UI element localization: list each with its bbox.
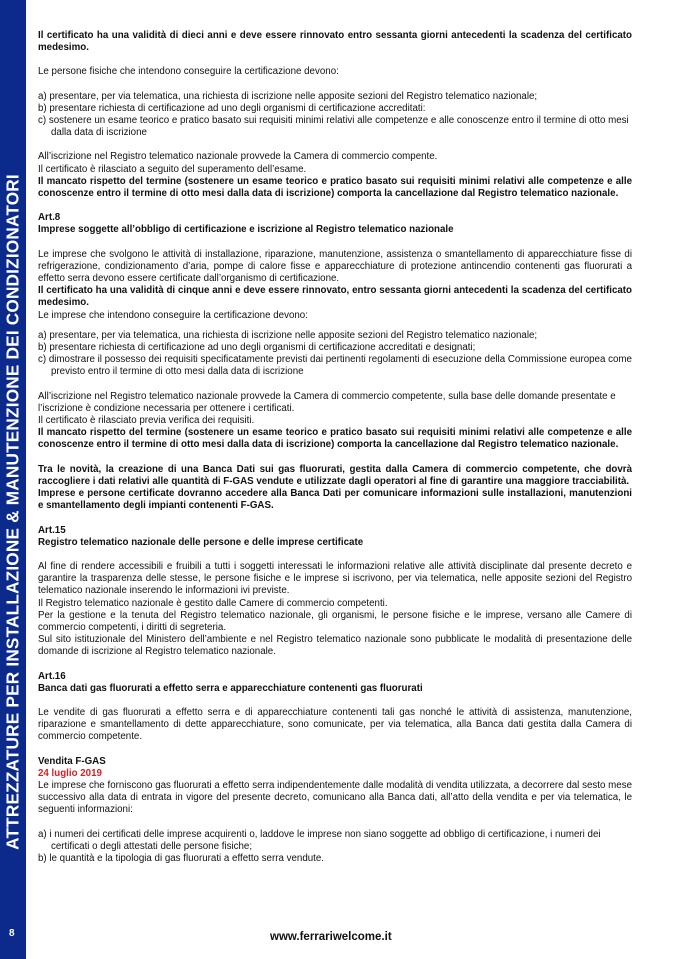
validity-paragraph: Il certificato ha una validità di dieci anni e deve essere rinnovato entro sessanta giorni antecedenti la scadenza del certificato medesimo. — [38, 30, 632, 54]
article-label: Art.16 — [38, 670, 66, 682]
section-title: Vendita F-GAS — [38, 755, 106, 767]
text-paragraph: Il certificato è rilasciato previa verifica dei requisiti. — [38, 415, 255, 427]
list-item: b) presentare richiesta di certificazione ad uno degli organismi di certificazione accreditati: — [38, 102, 426, 114]
text-paragraph: Le vendite di gas fluorurati a effetto serra e di apparecchiature contenenti tali gas nonché le attività di assistenza, manutenzione, riparazione e smantellamento di dette apparecchiature, sono comunicate, per via telematica, alla Banca dati gestita dalla Camera di commercio competente. — [38, 706, 632, 743]
warning-paragraph: Il mancato rispetto del termine (sostenere un esame teorico e pratico basato sui requisiti minimi relativi alle competenze e alle conoscenze entro il termine di otto mesi dalla data di iscrizione) comporta la cancellazione dal Registro telematico nazionale. — [38, 175, 632, 200]
article-label: Art.15 — [38, 524, 66, 536]
intro-paragraph: Le persone fisiche che intendono conseguire la certificazione devono: — [38, 66, 339, 78]
footer-url: www.ferrariwelcome.it — [270, 931, 392, 943]
article-title: Registro telematico nazionale delle persone e delle imprese certificate — [38, 536, 364, 548]
validity-paragraph: Il certificato ha una validità di cinque anni e deve essere rinnovato, entro sessanta giorni antecedenti la scadenza del certificato medesimo. — [38, 285, 632, 309]
text-paragraph: Sul sito istituzionale del Ministero dell’ambiente e nel Registro telematico nazionale sono pubblicate le modalità di presentazione delle domande di iscrizione al Registro telematico nazionale. — [38, 634, 632, 658]
sidebar-title: ATTREZZATURE PER INSTALLAZIONE & MANUTENZIONE DEI CONDIZIONATORI — [2, 174, 23, 850]
text-paragraph: All’iscrizione nel Registro telematico nazionale provvede la Camera di commercio competente, sulla base delle domande presentate e l’iscrizione è condizione necessaria per ottenere i certificati. — [38, 390, 616, 414]
article-title: Imprese soggette all’obbligo di certificazione e iscrizione al Registro telematico nazionale — [38, 224, 454, 236]
text-paragraph: Le imprese che svolgono le attività di installazione, riparazione, manutenzione, assistenza o smantellamento di apparecchiature fisse di refrigerazione, condizionamento d’aria, pompe di calore fisse e apparecchiature di protezione antincendio contenenti gas fluorurati a effetto serra devono essere certificate dall’organismo di certificazione. — [38, 248, 632, 285]
document-body — [38, 30, 632, 865]
article-label: Art.8 — [38, 212, 61, 224]
text-paragraph: Il Registro telematico nazionale è gestito dalle Camere di commercio competenti. — [38, 597, 388, 609]
vertical-sidebar — [0, 0, 26, 959]
news-paragraph: Imprese e persone certificate dovranno accedere alla Banca Dati per comunicare informazioni sulle installazioni, manutenzioni e smantellamento degli impianti contenenti F-GAS. — [38, 488, 632, 512]
list-item: a) presentare, per via telematica, una richiesta di iscrizione nelle apposite sezioni del Registro telematico nazionale; — [38, 90, 538, 102]
list-item: b) le quantità e la tipologia di gas fluorurati a effetto serra vendute. — [38, 852, 325, 864]
list-item: b) presentare richiesta di certificazione ad uno degli organismi di certificazione accreditati e designati; — [38, 342, 476, 354]
text-paragraph: Al fine di rendere accessibili e fruibili a tutti i soggetti interessati le informazioni relative alle attività disciplinate dal presente decreto e garantire la trasparenza delle stesse, le persone fisiche e le imprese si iscrivono, per via telematica, nelle apposite sezioni del Registro telematico nazionale inserendo le informazioni ivi previste. — [38, 560, 632, 597]
text-paragraph: Il certificato è rilasciato a seguito del superamento dell’esame. — [38, 163, 307, 175]
article-title: Banca dati gas fluorurati a effetto serra e apparecchiature contenenti gas fluorurati — [38, 682, 423, 694]
news-paragraph: Tra le novità, la creazione di una Banca Dati sui gas fluorurati, gestita dalla Camera di commercio competente, che dovrà raccogliere i dati relativi alle quantità di F-GAS vendute e utilizzate dagli operatori al fine di garantire una maggiore tracciabilità. — [38, 463, 632, 487]
text-paragraph: Per la gestione e la tenuta del Registro telematico nazionale, gli organismi, le persone fisiche e le imprese, versano alle Camere di commercio competenti, i diritti di segreteria. — [38, 609, 632, 633]
list-item: a) presentare, per via telematica, una richiesta di iscrizione nelle apposite sezioni del Registro telematico nazionale; — [38, 329, 538, 341]
warning-paragraph: Il mancato rispetto del termine (sostenere un esame teorico e pratico basato sui requisiti minimi relativi alle competenze e alle conoscenze entro il termine di otto mesi dalla data di iscrizione) comporta la cancellazione dal Registro telematico nazionale. — [38, 427, 632, 451]
section-date: 24 luglio 2019 — [38, 767, 102, 779]
list-item: a) i numeri dei certificati delle imprese acquirenti o, laddove le imprese non siano soggette ad obbligo di certificazione, i numeri dei certificati o degli attestati delle persone fisiche; — [38, 828, 601, 852]
page-number: 8 — [9, 928, 15, 939]
text-paragraph: Le imprese che forniscono gas fluorurati a effetto serra indipendentemente dalle modalità di vendita utilizzata, a decorrere dal sesto mese successivo alla data di entrata in vigore del presente decreto, comunicano alla Banca dati, all’atto della vendita e per via telematica, le seguenti informazioni: — [38, 779, 632, 816]
text-paragraph: All’iscrizione nel Registro telematico nazionale provvede la Camera di commercio compente. — [38, 151, 438, 163]
intro-paragraph: Le imprese che intendono conseguire la certificazione devono: — [38, 309, 308, 321]
list-item: c) dimostrare il possesso dei requisiti specificatamente previsti dai pertinenti regolamenti di esecuzione della Commissione europea come previsto entro il termine di otto mesi dalla data di iscrizione — [38, 354, 632, 378]
list-item: c) sostenere un esame teorico e pratico basato sui requisiti minimi relativi alle competenze e alle conoscenze entro il termine di otto mesi dalla data di iscrizione — [38, 115, 629, 139]
